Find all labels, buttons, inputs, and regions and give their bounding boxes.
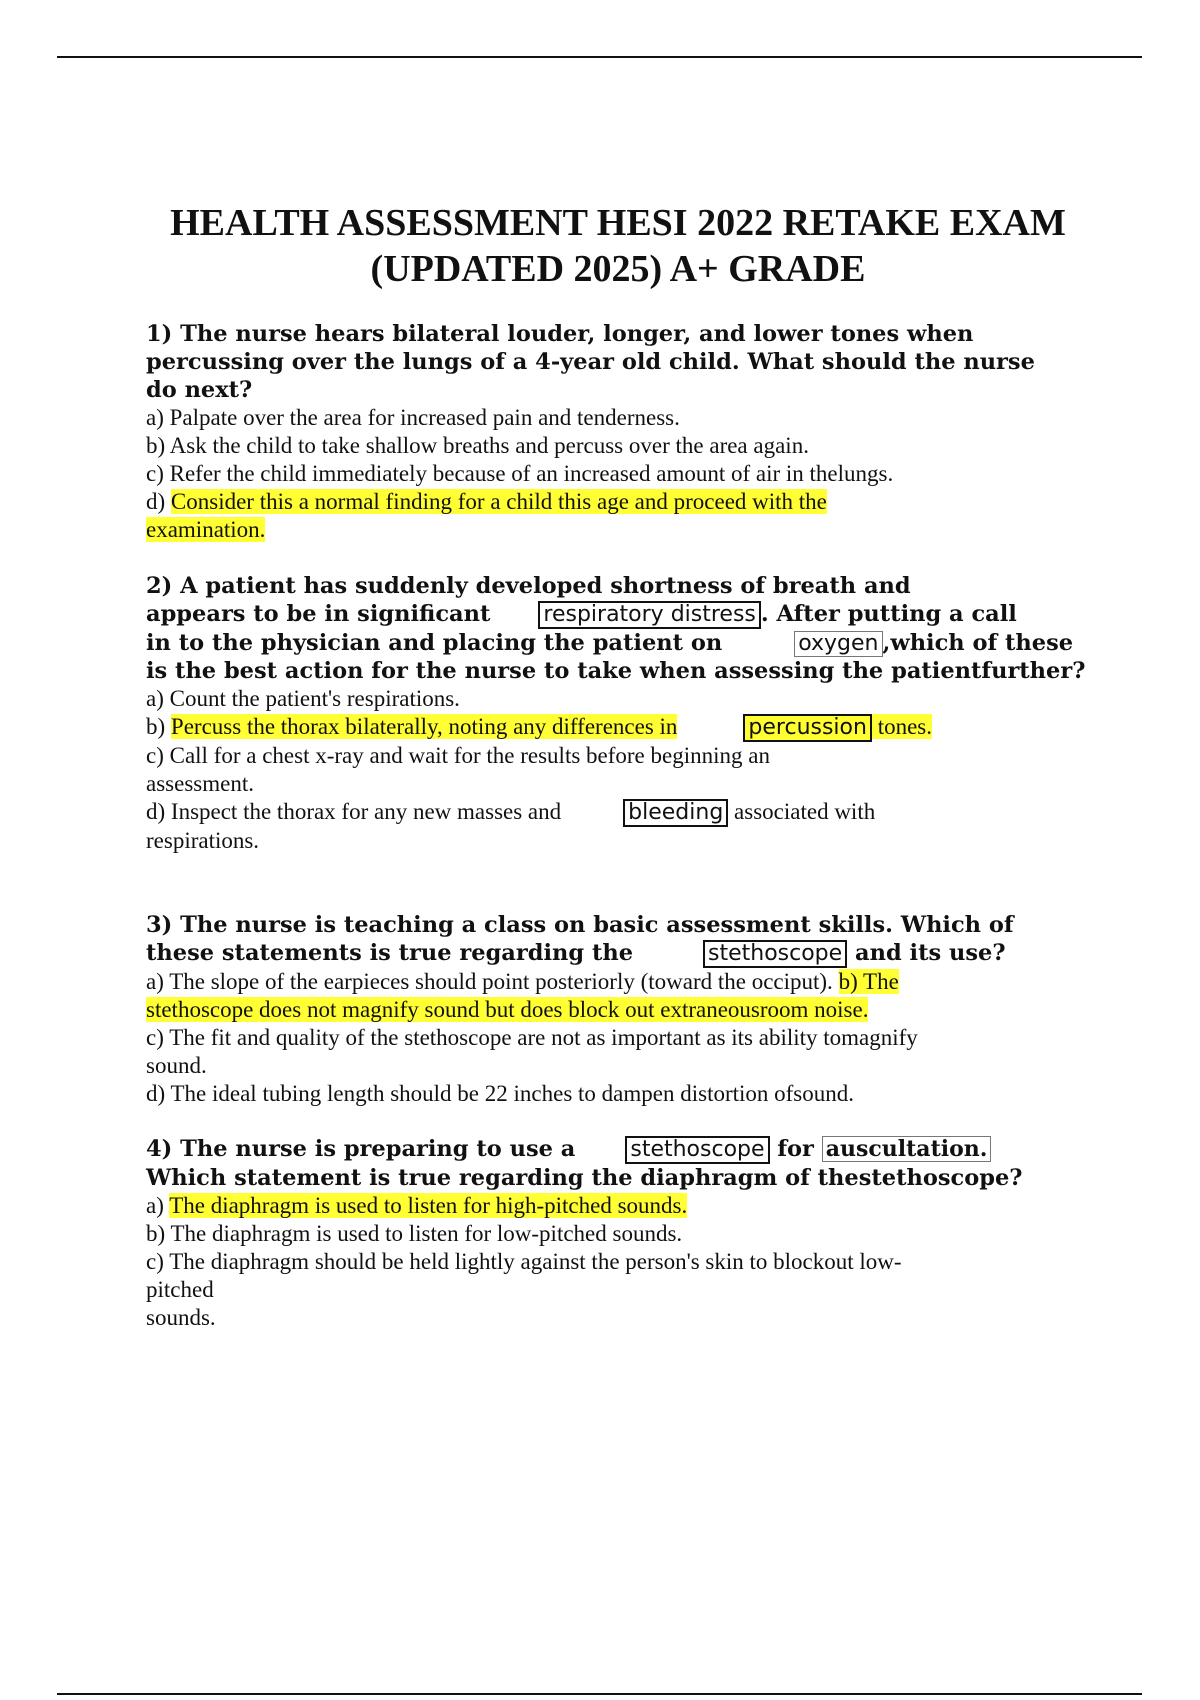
question-2-line-1: 2) A patient has suddenly developed shortness of breath and bbox=[146, 573, 911, 599]
option-text: a) The slope of the earpieces should point posteriorly (toward the occiput). bbox=[146, 969, 839, 994]
question-4-option-b: b) The diaphragm is used to listen for low-pitched sounds. bbox=[146, 1221, 683, 1246]
question-2-line-2 bbox=[146, 600, 1066, 629]
question-2-option-d-cont: respirations. bbox=[146, 828, 260, 853]
question-1-option-d-cont bbox=[146, 516, 1066, 544]
question-2-text: appears to be in significant bbox=[146, 601, 491, 627]
question-4-option-c: c) The diaphragm should be held lightly against the person's skin to blockout low- bbox=[146, 1249, 902, 1274]
question-3-line-1: 3) The nurse is teaching a class on basic assessment skills. Which of bbox=[146, 912, 1014, 938]
question-2-option-c: c) Call for a chest x-ray and wait for the results before beginning an bbox=[146, 743, 770, 768]
boxed-term: stethoscope bbox=[703, 940, 847, 968]
question-2-text: in to the physician and placing the patient on bbox=[146, 630, 723, 656]
question-1-option-c: c) Refer the child immediately because of an increased amount of air in thelungs. bbox=[146, 461, 894, 486]
boxed-term: bleeding bbox=[623, 799, 728, 827]
option-text: associated with bbox=[734, 799, 876, 824]
question-3-option-c: c) The fit and quality of the stethoscope are not as important as its ability tomagnify bbox=[146, 1025, 918, 1050]
document-title bbox=[0, 200, 1200, 292]
question-1-line-2: percussing over the lungs of a 4-year old child. What should the nurse bbox=[146, 349, 1035, 375]
highlighted-answer: Consider this a normal finding for a child this age and proceed with the bbox=[170, 489, 827, 514]
top-rule bbox=[57, 56, 1142, 58]
question-2-option-d bbox=[146, 798, 1066, 827]
question-2-text: . After putting a call bbox=[760, 601, 1017, 627]
question-2 bbox=[146, 572, 1086, 855]
question-2-line-3 bbox=[146, 629, 1074, 657]
question-1-line-3: do next? bbox=[146, 377, 253, 403]
option-text: d) Inspect the thorax for any new masses and bbox=[146, 799, 562, 824]
highlighted-answer: Percuss the thorax bilaterally, noting any differences in bbox=[170, 714, 678, 739]
question-4-option-c-cont2: sounds. bbox=[146, 1305, 216, 1330]
question-4-line-2: Which statement is true regarding the diaphragm of thestethoscope? bbox=[146, 1165, 1023, 1191]
question-2-option-b bbox=[146, 713, 1066, 742]
question-1-option-b: b) Ask the child to take shallow breaths and percuss over the area again. bbox=[146, 433, 809, 458]
boxed-term: respiratory distress bbox=[538, 601, 761, 629]
question-4-line-1 bbox=[146, 1135, 1066, 1164]
highlighted-answer: examination. bbox=[146, 517, 266, 542]
title-line-1: HEALTH ASSESSMENT HESI 2022 RETAKE EXAM bbox=[170, 202, 1066, 244]
bottom-rule bbox=[57, 1693, 1142, 1695]
boxed-term: percussion bbox=[743, 714, 872, 742]
option-prefix: b) bbox=[146, 714, 171, 739]
question-3-option-d: d) The ideal tubing length should be 22 inches to dampen distortion ofsound. bbox=[146, 1081, 855, 1106]
question-1-line-1: 1) The nurse hears bilateral louder, longer, and lower tones when bbox=[146, 321, 974, 347]
question-1 bbox=[146, 320, 1066, 544]
question-4-option-a bbox=[146, 1192, 1066, 1220]
highlighted-answer: The diaphragm is used to listen for high-pitched sounds. bbox=[169, 1193, 688, 1218]
boxed-term: auscultation. bbox=[822, 1136, 992, 1162]
question-4-option-c-cont: pitched bbox=[146, 1277, 214, 1302]
question-4-text: 4) The nurse is preparing to use a bbox=[146, 1136, 576, 1162]
question-2-text: ,which of these bbox=[882, 630, 1074, 656]
question-4 bbox=[146, 1135, 1066, 1332]
question-3-text: and its use? bbox=[855, 940, 1006, 966]
question-3-option-c-cont: sound. bbox=[146, 1053, 207, 1078]
question-3-option-b-cont bbox=[146, 996, 1066, 1024]
question-1-option-a: a) Palpate over the area for increased pain and tenderness. bbox=[146, 405, 680, 430]
highlighted-answer: b) The bbox=[838, 969, 899, 994]
question-1-option-d bbox=[146, 488, 1066, 516]
boxed-term: oxygen bbox=[794, 631, 882, 657]
question-4-text: for bbox=[777, 1136, 814, 1162]
question-2-line-4: is the best action for the nurse to take when assessing the patientfurther? bbox=[146, 658, 1086, 684]
question-3-text: these statements is true regarding the bbox=[146, 940, 634, 966]
question-3-option-a bbox=[146, 968, 1066, 996]
question-3 bbox=[146, 911, 1066, 1108]
question-3-line-2 bbox=[146, 939, 1066, 968]
question-2-option-a: a) Count the patient's respirations. bbox=[146, 686, 460, 711]
option-prefix: a) bbox=[146, 1193, 170, 1218]
highlighted-answer: stethoscope does not magnify sound but does block out extraneousroom noise. bbox=[146, 997, 869, 1022]
question-2-option-c-cont: assessment. bbox=[146, 771, 254, 796]
boxed-term: stethoscope bbox=[625, 1136, 769, 1164]
option-prefix: d) bbox=[146, 489, 171, 514]
highlighted-answer: tones. bbox=[877, 714, 933, 739]
title-line-2: (UPDATED 2025) A+ GRADE bbox=[370, 248, 866, 290]
